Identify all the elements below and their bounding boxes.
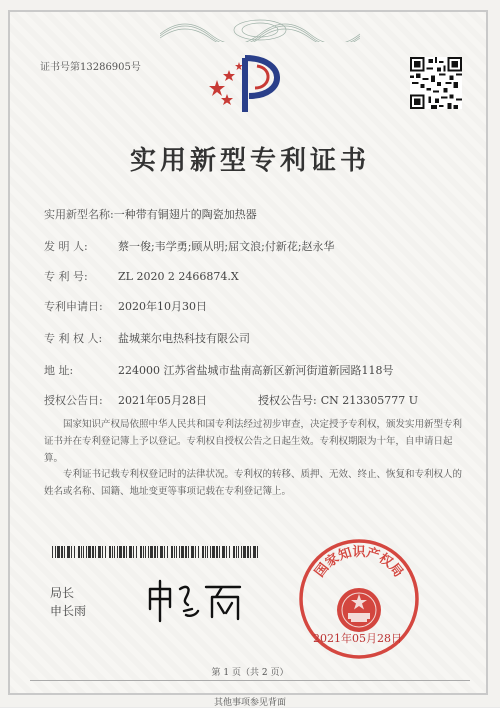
- field-label: 专 利 号:: [44, 270, 88, 283]
- field-filing-date: [44, 298, 207, 314]
- field-value: 一种带有铜翅片的陶瓷加热器: [113, 208, 257, 221]
- field-label: 地 址:: [44, 364, 74, 377]
- field-patentee: [44, 330, 250, 346]
- field-inventors: [44, 238, 335, 254]
- patent-office-emblem-icon: [205, 50, 295, 120]
- field-value: 2021年05月28日: [118, 394, 207, 407]
- field-label: 授权公告号:: [258, 394, 317, 407]
- field-value: 盐城莱尔电热科技有限公司: [118, 332, 250, 345]
- field-value: 224000 江苏省盐城市盐南高新区新河街道新园路118号: [118, 364, 394, 377]
- field-label: 实用新型名称:: [44, 208, 114, 221]
- field-patent-number: [44, 268, 239, 284]
- field-value: 蔡一俊;韦学勇;顾从明;屈文浪;付新花;赵永华: [118, 240, 335, 253]
- field-address: [44, 362, 393, 378]
- signatory-name: 申长雨: [50, 604, 87, 618]
- seal-text: 国家知识产权局: [312, 545, 406, 581]
- qr-code-icon: [410, 57, 462, 109]
- certificate-title: 实用新型专利证书: [129, 146, 370, 176]
- field-value: ZL 2020 2 2466874.X: [118, 270, 239, 283]
- legal-paragraph-1: 国家知识产权局依照中华人民共和国专利法经过初步审查，决定授予专利权，颁发实用新型专利证书并在专利登记簿上予以登记。专利权自授权公告之日起生效。专利权期限为十年，自申请日起算。: [44, 419, 463, 464]
- page-indicator: 第 1 页（共 2 页）: [211, 668, 289, 678]
- field-label: 专 利 权 人:: [44, 332, 103, 345]
- certificate-number: 证书号第13286905号: [40, 62, 141, 73]
- field-label: 专利申请日:: [44, 300, 103, 313]
- seal-date: 2021年05月28日: [313, 632, 402, 645]
- field-value: CN 213305777 U: [320, 394, 419, 407]
- handwritten-signature: [140, 575, 250, 625]
- footer-divider: [30, 680, 470, 681]
- field-label: 授权公告日:: [44, 394, 103, 407]
- field-value: 2020年10月30日: [118, 300, 207, 313]
- field-grant-publication: [44, 392, 418, 408]
- barcode-icon: [52, 546, 260, 558]
- signatory-title: 局长: [50, 586, 75, 600]
- field-label: 发 明 人:: [44, 240, 88, 253]
- field-utility-model-name: [44, 206, 257, 222]
- legal-paragraph-2: 专利证书记载专利权登记时的法律状况。专利权的转移、质押、无效、终止、恢复和专利权人的姓名或名称、国籍、地址变更等事项记载在专利登记簿上。: [44, 469, 463, 497]
- guilloche-ornament: [160, 16, 360, 42]
- footer-note: 其他事项参见背面: [213, 698, 286, 708]
